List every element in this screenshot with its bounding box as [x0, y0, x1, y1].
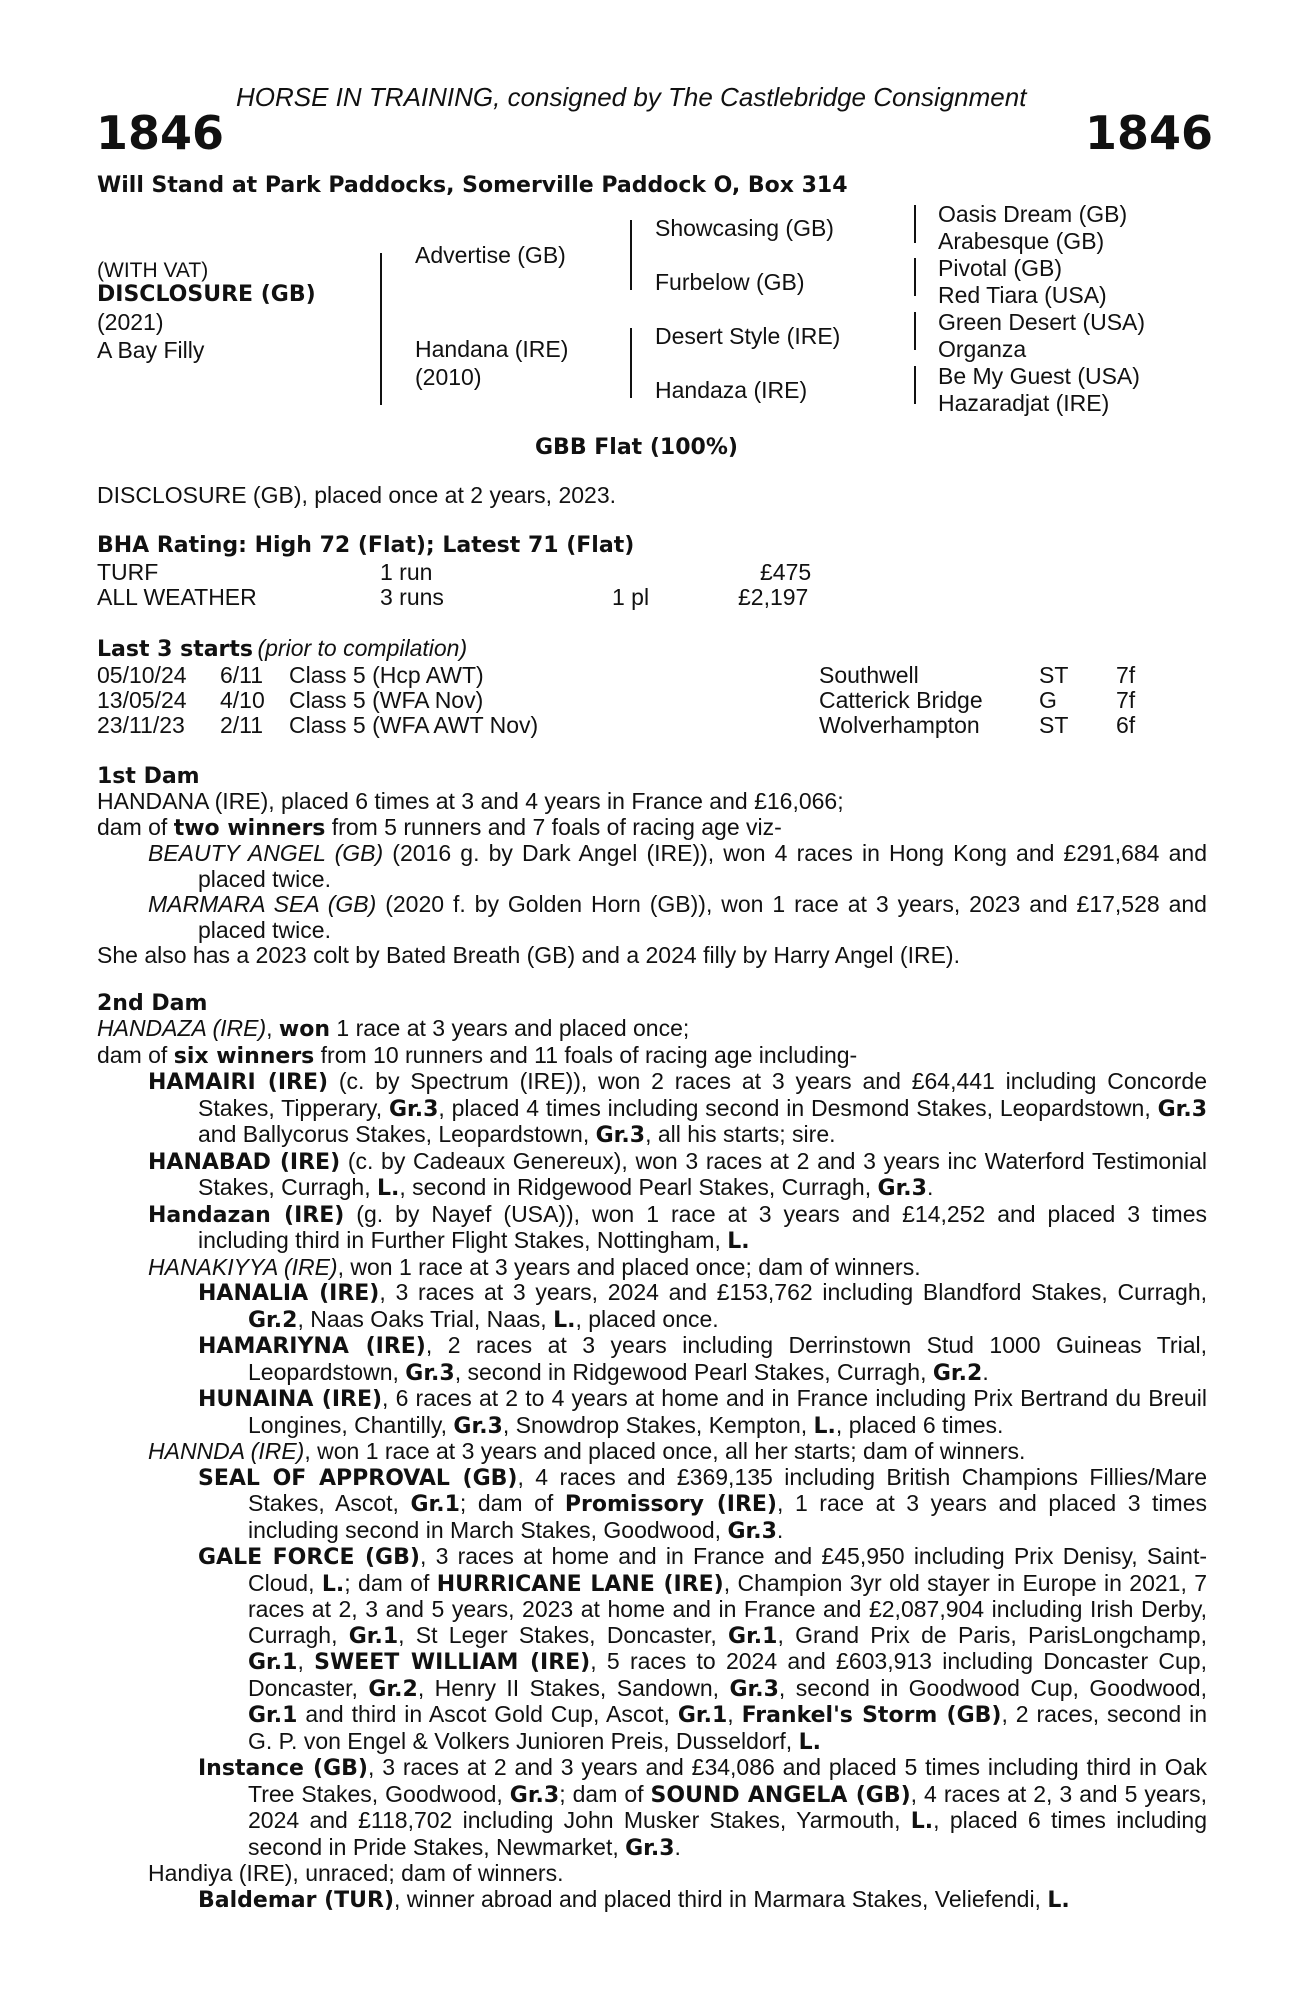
- start-date: 23/11/23: [97, 712, 185, 738]
- first-dam-line2: dam of two winners from 5 runners and 7 foals of racing age viz-: [97, 813, 782, 841]
- second-dam-line1: HANDAZA (IRE), won 1 race at 3 years and placed once;: [97, 1015, 690, 1042]
- dam-dam: Handaza (IRE): [655, 377, 808, 403]
- progeny-entry: HANAKIYYA (IRE), won 1 race at 3 years and placed once; dam of winners.: [148, 1253, 921, 1280]
- grandprogeny-entry: GALE FORCE (GB), 3 races at home and in France and £45,950 including Prix Denisy, Saint-Cloud, L.; dam of HURRICANE LANE (IRE), Champion 3yr old stayer in Europe in 2021, 7 races at 2, 3 and 5 years, 2023 at home and in France and £2,087,904 including Irish Derby, Curragh, Gr.1, St Leger Stakes, Doncaster, Gr.1, Grand Prix de Paris, ParisLongchamp, Gr.1, SWEET WILLIAM (IRE), 5 races to 2024 and £603,913 including Doncaster Cup, Doncaster, Gr.2, Henry II Stakes, Sandown, Gr.3, second in Goodwood Cup, Goodwood, Gr.1 and third in Ascot Gold Cup, Ascot, Gr.1, Frankel's Storm (GB), 2 races, second in G. P. von Engel & Volkers Junioren Preis, Dusseldorf, L.: [198, 1543, 1208, 1755]
- horse-year: (2021): [97, 309, 164, 335]
- progeny-name: HANAKIYYA (IRE): [148, 1253, 338, 1280]
- rating-runs: 3 runs: [380, 584, 444, 610]
- progeny-entry: HANABAD (IRE) (c. by Cadeaux Genereux), won 3 races at 2 and 3 years inc Waterford Testimonial Stakes, Curragh, L., second in Ridgewood Pearl Stakes, Curragh, Gr.3.: [148, 1147, 1208, 1201]
- grand-4: Red Tiara (USA): [938, 282, 1107, 308]
- start-course: Southwell: [819, 662, 919, 688]
- start-course: Wolverhampton: [819, 712, 980, 738]
- start-position: 2/11: [220, 712, 264, 738]
- starts-note: (prior to compilation): [257, 635, 468, 661]
- first-dam-title: 1st Dam: [97, 764, 200, 789]
- progeny-entry: HAMAIRI (IRE) (c. by Spectrum (IRE)), won 2 races at 3 years and £64,441 including Concorde Stakes, Tipperary, Gr.3, placed 4 times including second in Desmond Stakes, Leopardstown, Gr.3 and Ballycorus Stakes, Leopardstown, Gr.3, all his starts; sire.: [148, 1068, 1208, 1148]
- brace-main: [380, 253, 382, 405]
- progeny-name: HUNAINA (IRE): [198, 1387, 383, 1412]
- horse-description: A Bay Filly: [97, 337, 205, 363]
- grand-8: Hazaradjat (IRE): [938, 390, 1110, 416]
- start-position: 4/10: [220, 687, 265, 713]
- grand-2: Arabesque (GB): [938, 228, 1105, 254]
- second-dam-title: 2nd Dam: [97, 991, 208, 1016]
- progeny-name: MARMARA SEA (GB): [148, 891, 377, 917]
- second-dam-line2: dam of six winners from 10 runners and 11 foals of racing age including-: [97, 1041, 858, 1069]
- progeny-name: GALE FORCE (GB): [198, 1545, 420, 1570]
- rating-surface: TURF: [97, 559, 159, 585]
- progeny-name: HANALIA (IRE): [198, 1281, 380, 1306]
- stabling-location: Will Stand at Park Paddocks, Somerville Paddock O, Box 314: [97, 173, 848, 198]
- first-dam-line1: HANDANA (IRE), placed 6 times at 3 and 4 years in France and £16,066;: [97, 788, 844, 814]
- brace-g1: [914, 205, 916, 243]
- starts-heading: [97, 636, 467, 662]
- sire: Advertise (GB): [415, 242, 566, 268]
- rating-placed: 1 pl: [612, 584, 650, 610]
- grandprogeny-entry: HUNAINA (IRE), 6 races at 2 to 4 years at home and in France including Prix Bertrand du Breuil Longines, Chantilly, Gr.3, Snowdrop Stakes, Kempton, L., placed 6 times.: [198, 1385, 1207, 1439]
- dam-year: (2010): [415, 364, 482, 390]
- grand-5: Green Desert (USA): [938, 309, 1146, 335]
- progeny-entry: BEAUTY ANGEL (GB) (2016 g. by Dark Angel (IRE)), won 4 races in Hong Kong and £291,684 and placed twice.: [148, 840, 1207, 892]
- start-date: 05/10/24: [97, 662, 187, 688]
- start-race: Class 5 (WFA AWT Nov): [289, 712, 539, 738]
- progeny-name: Handiya (IRE), unraced; dam of winners.: [148, 1860, 564, 1886]
- grandprogeny-entry: Baldemar (TUR), winner abroad and placed third in Marmara Stakes, Veliefendi, L.: [198, 1885, 1070, 1913]
- grand-7: Be My Guest (USA): [938, 363, 1140, 389]
- grand-3: Pivotal (GB): [938, 255, 1062, 281]
- summary: DISCLOSURE (GB), placed once at 2 years, 2023.: [97, 482, 617, 508]
- progeny-entry: Handazan (IRE) (g. by Nayef (USA)), won 1 race at 3 years and £14,252 and placed 3 times including third in Further Flight Stakes, Nottingham, L.: [148, 1200, 1207, 1254]
- vat-note: (WITH VAT): [97, 259, 209, 282]
- gbb-rating: GBB Flat (100%): [535, 435, 738, 460]
- start-date: 13/05/24: [97, 687, 187, 713]
- progeny-name: HAMAIRI (IRE): [148, 1070, 329, 1095]
- starts-title: Last 3 starts: [97, 637, 254, 662]
- brace-dam: [630, 328, 632, 398]
- progeny-name: Instance (GB): [198, 1756, 368, 1781]
- dam-sire: Desert Style (IRE): [655, 323, 841, 349]
- brace-g4: [914, 366, 916, 404]
- sire-sire: Showcasing (GB): [655, 215, 834, 241]
- progeny-name: BEAUTY ANGEL (GB): [148, 840, 384, 866]
- start-course: Catterick Bridge: [819, 687, 983, 713]
- progeny-entry: MARMARA SEA (GB) (2020 f. by Golden Horn (GB)), won 1 race at 3 years, 2023 and £17,528 and placed twice.: [148, 891, 1207, 943]
- lot-number-left: 1846: [96, 106, 225, 160]
- second-dam-text: [97, 1016, 1207, 1913]
- progeny-name: SEAL OF APPROVAL (GB): [198, 1465, 518, 1491]
- start-going: ST: [1039, 662, 1069, 688]
- rating-prize: £475: [760, 559, 812, 585]
- dam: Handana (IRE): [415, 336, 569, 362]
- horse-name: DISCLOSURE (GB): [97, 282, 316, 307]
- first-dam-text: [97, 789, 1207, 969]
- grandprogeny-entry: SEAL OF APPROVAL (GB), 4 races and £369,135 including British Champions Fillies/Mare Stakes, Ascot, Gr.1; dam of Promissory (IRE), 1 race at 3 years and placed 3 times including second in March Stakes, Goodwood, Gr.3.: [198, 1463, 1208, 1544]
- progeny-name: HAMARIYNA (IRE): [198, 1334, 426, 1359]
- grandprogeny-entry: HAMARIYNA (IRE), 2 races at 3 years including Derrinstown Stud 1000 Guineas Trial, Leopardstown, Gr.3, second in Ridgewood Pearl Stakes, Curragh, Gr.2.: [198, 1332, 1207, 1386]
- brace-g3: [914, 312, 916, 350]
- progeny-name: HANABAD (IRE): [148, 1149, 341, 1175]
- first-dam-line3: She also has a 2023 colt by Bated Breath (GB) and a 2024 filly by Harry Angel (IRE).: [97, 942, 960, 968]
- progeny-name: HANNDA (IRE): [148, 1438, 305, 1464]
- start-distance: 7f: [1116, 687, 1136, 713]
- start-distance: 6f: [1116, 712, 1136, 738]
- grand-1: Oasis Dream (GB): [938, 201, 1128, 227]
- progeny-name: Handazan (IRE): [148, 1202, 345, 1228]
- progeny-entry: [148, 1861, 1207, 1887]
- lot-number-right: 1846: [1085, 106, 1214, 160]
- rating-prize: £2,197: [738, 584, 809, 610]
- brace-sire: [630, 220, 632, 290]
- start-going: G: [1039, 687, 1057, 713]
- start-race: Class 5 (Hcp AWT): [289, 662, 484, 688]
- grandprogeny-entry: Instance (GB), 3 races at 2 and 3 years and £34,086 and placed 5 times including third in Oak Tree Stakes, Goodwood, Gr.3; dam of SOUND ANGELA (GB), 4 races at 2, 3 and 5 years, 2024 and £118,702 including John Musker Stakes, Yarmouth, L., placed 6 times including second in Pride Stakes, Newmarket, Gr.3.: [198, 1754, 1208, 1861]
- rating-surface: ALL WEATHER: [97, 584, 257, 610]
- grand-6: Organza: [938, 336, 1027, 362]
- rating-runs: 1 run: [380, 559, 433, 585]
- start-going: ST: [1039, 712, 1069, 738]
- start-position: 6/11: [220, 662, 264, 688]
- consignment-title: HORSE IN TRAINING, consigned by The Castlebridge Consignment: [236, 82, 1027, 112]
- start-race: Class 5 (WFA Nov): [289, 687, 484, 713]
- bha-rating-title: BHA Rating: High 72 (Flat); Latest 71 (Flat): [97, 533, 635, 558]
- progeny-entry: HANNDA (IRE), won 1 race at 3 years and placed once, all her starts; dam of winners.: [148, 1438, 1026, 1464]
- progeny-name: Baldemar (TUR): [198, 1887, 395, 1913]
- brace-g2: [914, 258, 916, 296]
- sire-dam: Furbelow (GB): [655, 269, 805, 295]
- grandprogeny-entry: HANALIA (IRE), 3 races at 3 years, 2024 and £153,762 including Blandford Stakes, Curragh, Gr.2, Naas Oaks Trial, Naas, L., placed once.: [198, 1279, 1207, 1333]
- start-distance: 7f: [1116, 662, 1136, 688]
